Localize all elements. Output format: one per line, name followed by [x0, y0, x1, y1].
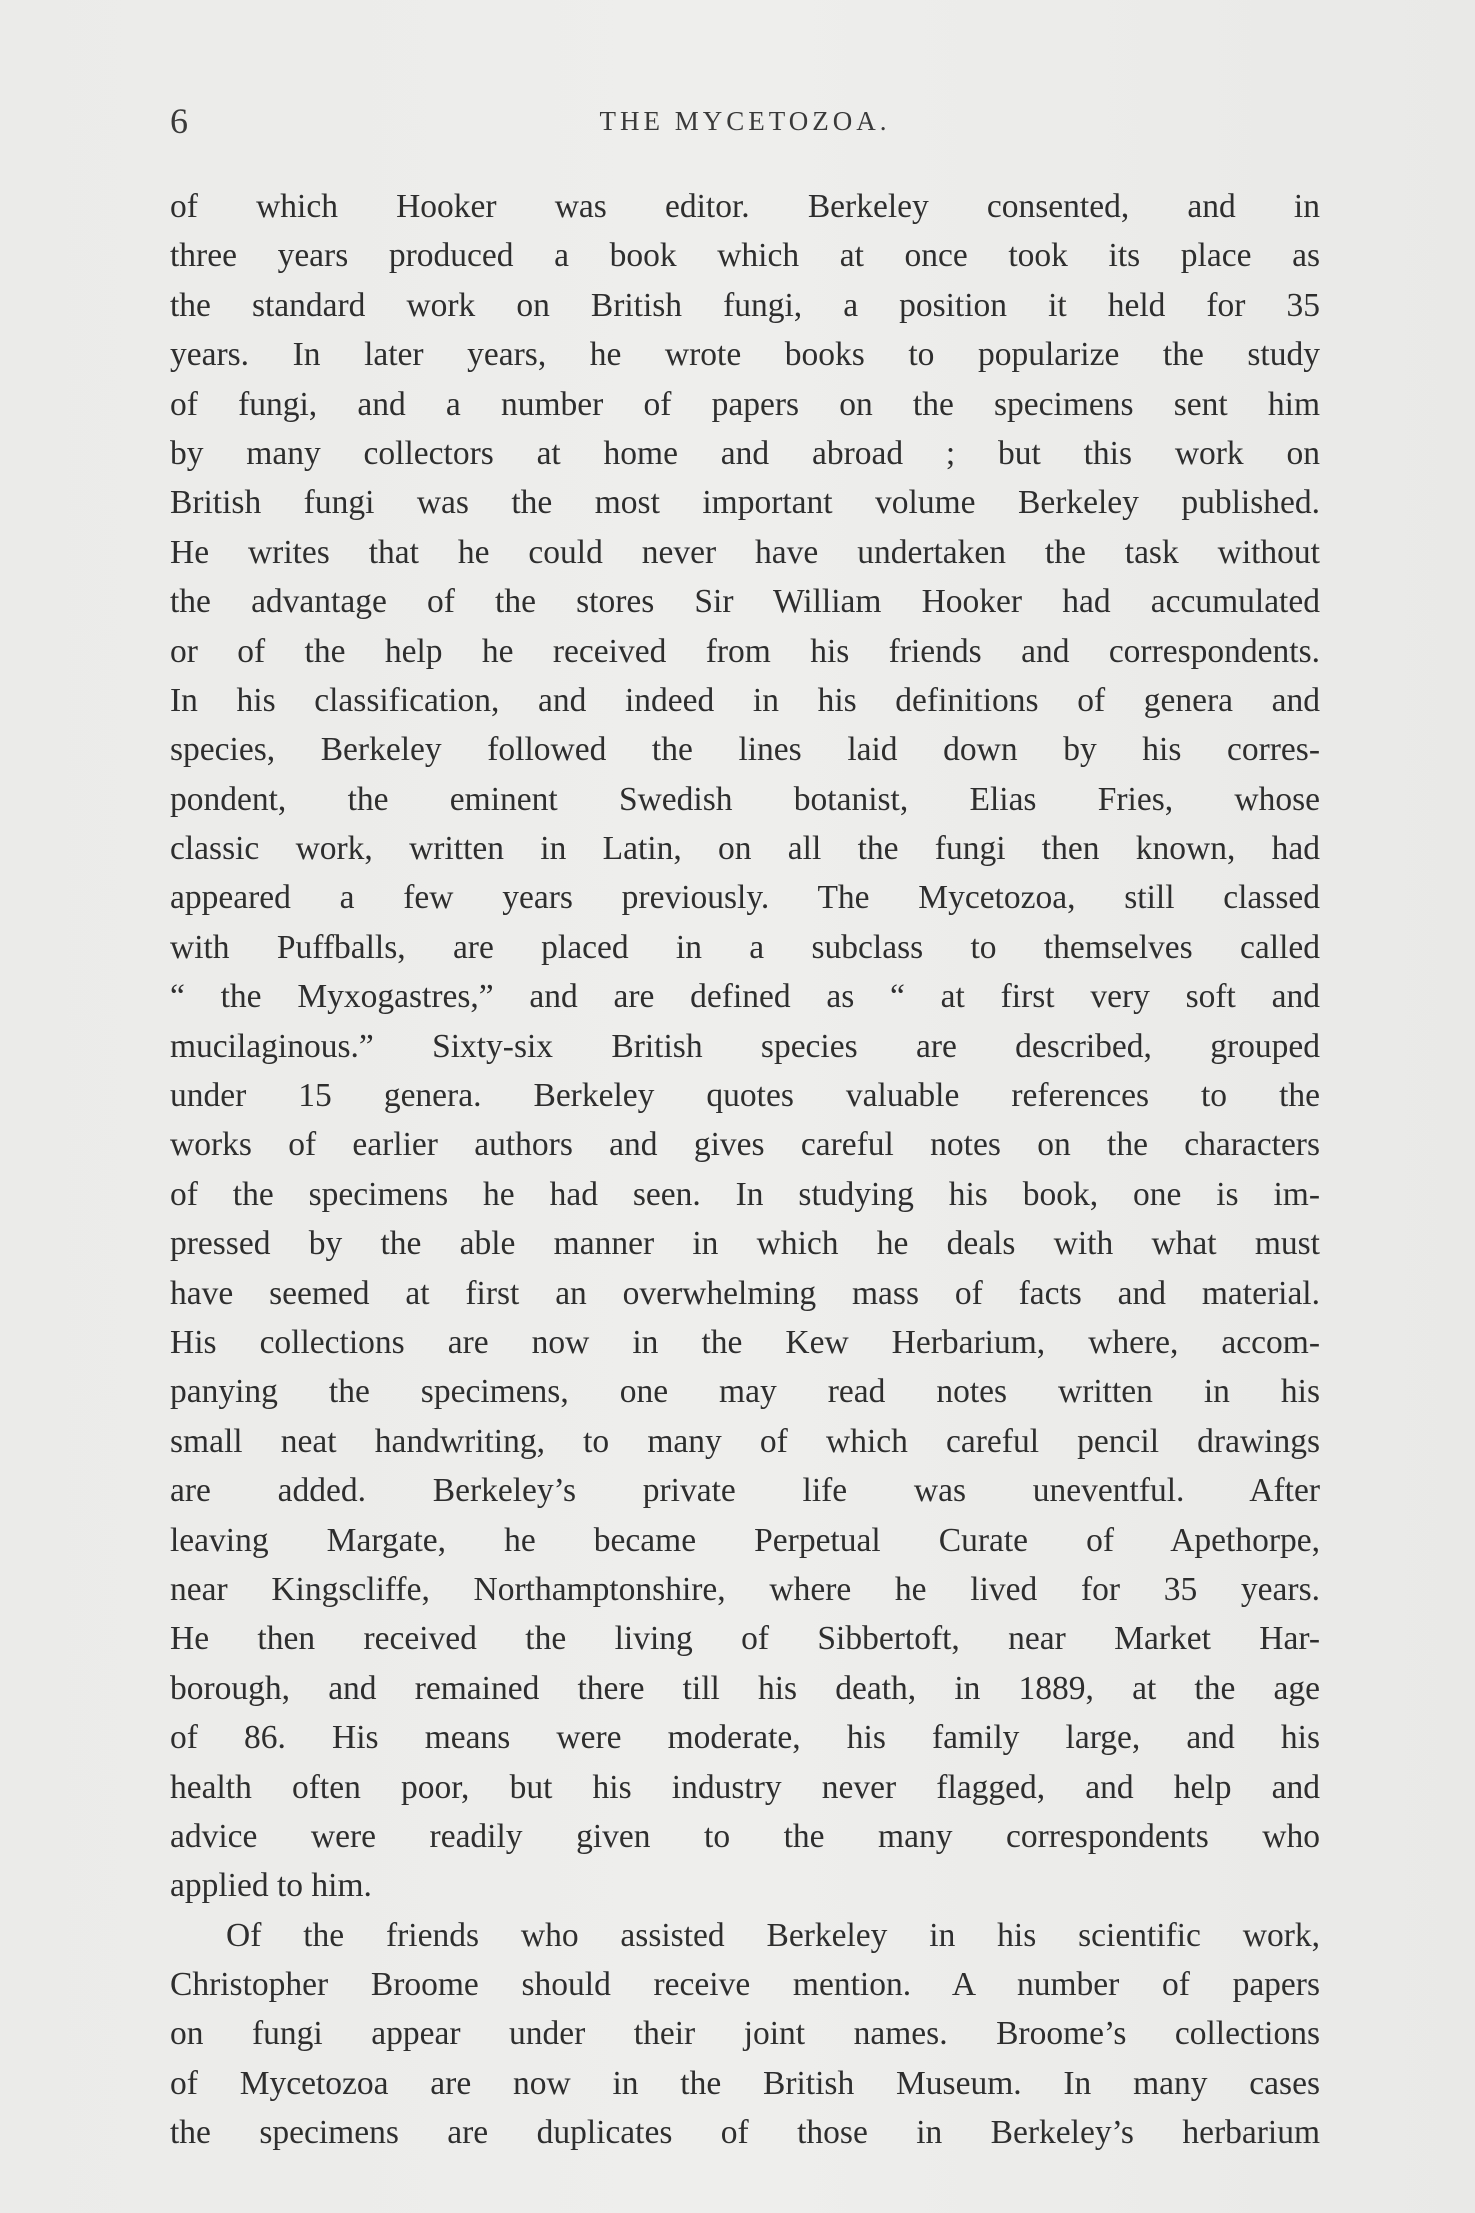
page-header	[170, 96, 1320, 146]
text-line: mucilaginous.” Sixty-six British species are described, grouped	[170, 1027, 1320, 1065]
text-line: species, Berkeley followed the lines laid down by his corres-	[170, 731, 1320, 769]
text-line: In his classification, and indeed in his definitions of genera and	[170, 681, 1320, 719]
text-line: works of earlier authors and gives careful notes on the characters	[170, 1126, 1320, 1164]
text-line: British fungi was the most important volume Berkeley published.	[170, 484, 1320, 522]
text-line: the advantage of the stores Sir William Hooker had accumulated	[170, 583, 1320, 621]
text-line: pressed by the able manner in which he deals with what must	[170, 1225, 1320, 1263]
text-line: pondent, the eminent Swedish botanist, Elias Fries, whose	[170, 780, 1320, 818]
text-line: by many collectors at home and abroad ; but this work on	[170, 434, 1320, 472]
text-line: Of the friends who assisted Berkeley in his scientific work,	[226, 1916, 1320, 1954]
text-line: have seemed at first an overwhelming mass of facts and material.	[170, 1274, 1320, 1312]
text-line: are added. Berkeley’s private life was uneventful. After	[170, 1472, 1320, 1510]
text-line: of fungi, and a number of papers on the specimens sent him	[170, 385, 1320, 423]
text-line: borough, and remained there till his death, in 1889, at the age	[170, 1669, 1320, 1707]
text-line: the standard work on British fungi, a position it held for 35	[170, 286, 1320, 324]
text-line: small neat handwriting, to many of which careful pencil drawings	[170, 1422, 1320, 1460]
paragraph-2	[170, 1911, 1320, 2158]
text-line: panying the specimens, one may read notes written in his	[170, 1373, 1320, 1411]
page-number: 6	[170, 101, 188, 141]
text-line: or of the help he received from his friends and correspondents.	[170, 632, 1320, 670]
text-line: classic work, written in Latin, on all the fungi then known, had	[170, 830, 1320, 868]
text-line: appeared a few years previously. The Mycetozoa, still classed	[170, 879, 1320, 917]
text-line: applied to him.	[170, 1867, 372, 1905]
text-line: He then received the living of Sibbertoft, near Market Har-	[170, 1620, 1320, 1658]
text-line: three years produced a book which at once took its place as	[170, 237, 1320, 275]
text-line: Christopher Broome should receive mention. A number of papers	[170, 1966, 1320, 2004]
text-line: years. In later years, he wrote books to popularize the study	[170, 336, 1320, 374]
text-line: His collections are now in the Kew Herbarium, where, accom-	[170, 1323, 1320, 1361]
text-line: leaving Margate, he became Perpetual Curate of Apethorpe,	[170, 1521, 1320, 1559]
paragraph-1	[170, 182, 1320, 1911]
text-line: advice were readily given to the many correspondents who	[170, 1817, 1320, 1855]
text-line: He writes that he could never have undertaken the task without	[170, 533, 1320, 571]
text-line: with Puffballs, are placed in a subclass to themselves called	[170, 928, 1320, 966]
body-text	[170, 182, 1320, 2158]
text-line: near Kingscliffe, Northamptonshire, where he lived for 35 years.	[170, 1570, 1320, 1608]
text-line: under 15 genera. Berkeley quotes valuable references to the	[170, 1077, 1320, 1115]
text-line: on fungi appear under their joint names. Broome’s collections	[170, 2015, 1320, 2053]
running-head: THE MYCETOZOA.	[599, 106, 891, 136]
text-line: “ the Myxogastres,” and are defined as “ at first very soft and	[170, 978, 1320, 1016]
text-line: of 86. His means were moderate, his family large, and his	[170, 1719, 1320, 1757]
text-line: health often poor, but his industry never flagged, and help and	[170, 1768, 1320, 1806]
text-line: the specimens are duplicates of those in Berkeley’s herbarium	[170, 2114, 1320, 2152]
text-line: of the specimens he had seen. In studying his book, one is im-	[170, 1175, 1320, 1213]
text-line: of which Hooker was editor. Berkeley consented, and in	[170, 188, 1320, 225]
text-line: of Mycetozoa are now in the British Museum. In many cases	[170, 2064, 1320, 2102]
